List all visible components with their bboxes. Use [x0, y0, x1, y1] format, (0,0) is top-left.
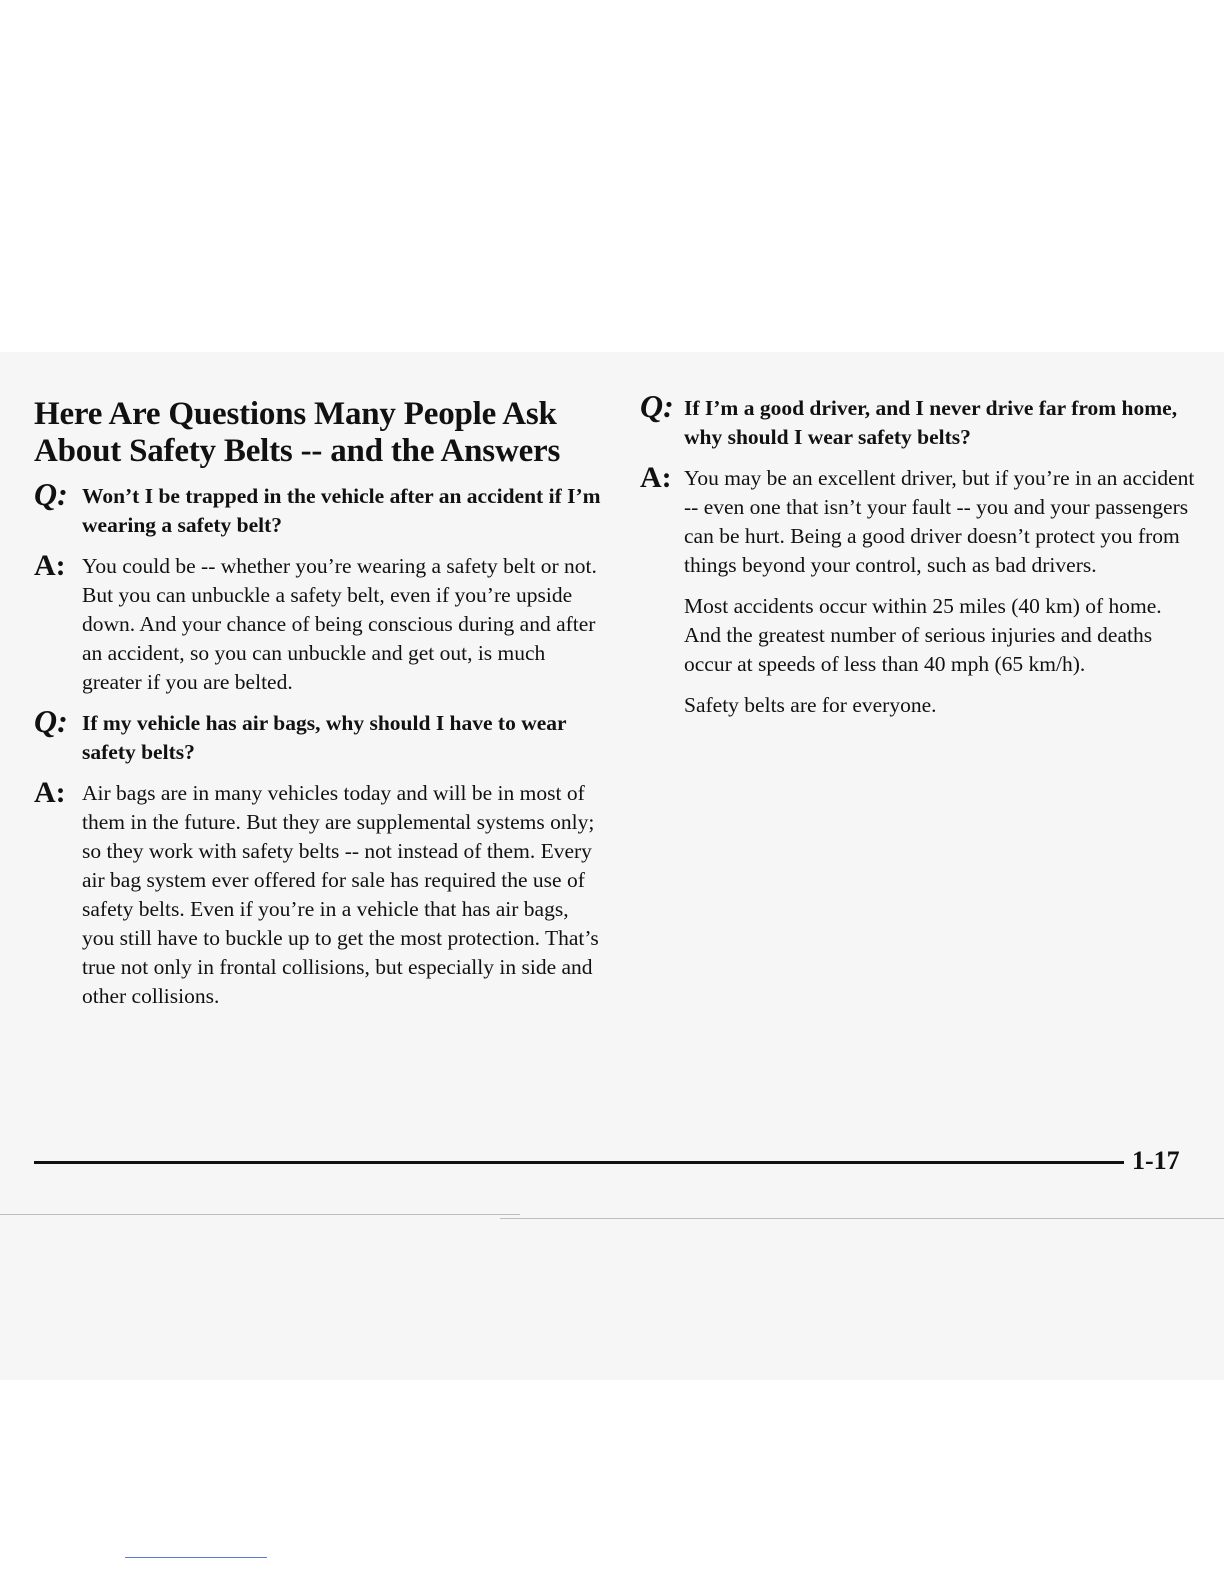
- answer-block: [34, 549, 604, 697]
- scan-artifact-line: [0, 1214, 520, 1215]
- question-block: [34, 476, 604, 540]
- answer-paragraph: You may be an excellent driver, but if you’re in an accident -- even one that isn’t your fault -- you and your passengers can be hurt. Being a good driver doesn’t protect you from things beyond your control, such as bad drivers.: [684, 466, 1195, 577]
- section-heading: Here Are Questions Many People Ask About Safety Belts -- and the Answers: [34, 396, 561, 469]
- answer-paragraph: Safety belts are for everyone.: [684, 693, 937, 717]
- question-text: If I’m a good driver, and I never drive far from home, why should I wear safety belts?: [684, 396, 1178, 449]
- answer-block: [34, 776, 604, 1011]
- question-marker: Q:: [640, 388, 674, 424]
- answer-marker: A:: [34, 549, 66, 582]
- question-marker: Q:: [34, 703, 68, 739]
- question-text: Won’t I be trapped in the vehicle after an accident if I’m wearing a safety belt?: [82, 484, 601, 537]
- question-text: If my vehicle has air bags, why should I have to wear safety belts?: [82, 711, 567, 764]
- left-column: [34, 396, 604, 1023]
- question-block: [640, 388, 1196, 452]
- answer-paragraph: Air bags are in many vehicles today and will be in most of them in the future. But they are supplemental systems only; so they work with safety belts -- not instead of them. Every air bag system ever offered for sale has required the use of safety belts. Even if you’re in a vehicle that has air bags, you still have to buckle up to get the most protection. That’s true not only in frontal collisions, but especially in side and other collisions.: [82, 781, 599, 1008]
- footer-rule: [34, 1161, 1124, 1164]
- question-block: [34, 703, 604, 767]
- answer-paragraph: You could be -- whether you’re wearing a safety belt or not. But you can unbuckle a safety belt, even if you’re upside down. And your chance of being conscious during and after an accident, so you can unbuckle and get out, is much greater if you are belted.: [82, 554, 597, 694]
- answer-marker: A:: [34, 776, 66, 809]
- right-column: [640, 388, 1196, 732]
- answer-marker: A:: [640, 461, 672, 494]
- bottom-underline-mark: [125, 1557, 267, 1558]
- answer-paragraph: Most accidents occur within 25 miles (40 km) of home. And the greatest number of serious injuries and deaths occur at speeds of less than 40 mph (65 km/h).: [684, 594, 1162, 676]
- page-number: 1-17: [1132, 1146, 1180, 1175]
- scan-artifact-line: [500, 1218, 1224, 1219]
- question-marker: Q:: [34, 476, 68, 512]
- answer-block: [640, 461, 1196, 720]
